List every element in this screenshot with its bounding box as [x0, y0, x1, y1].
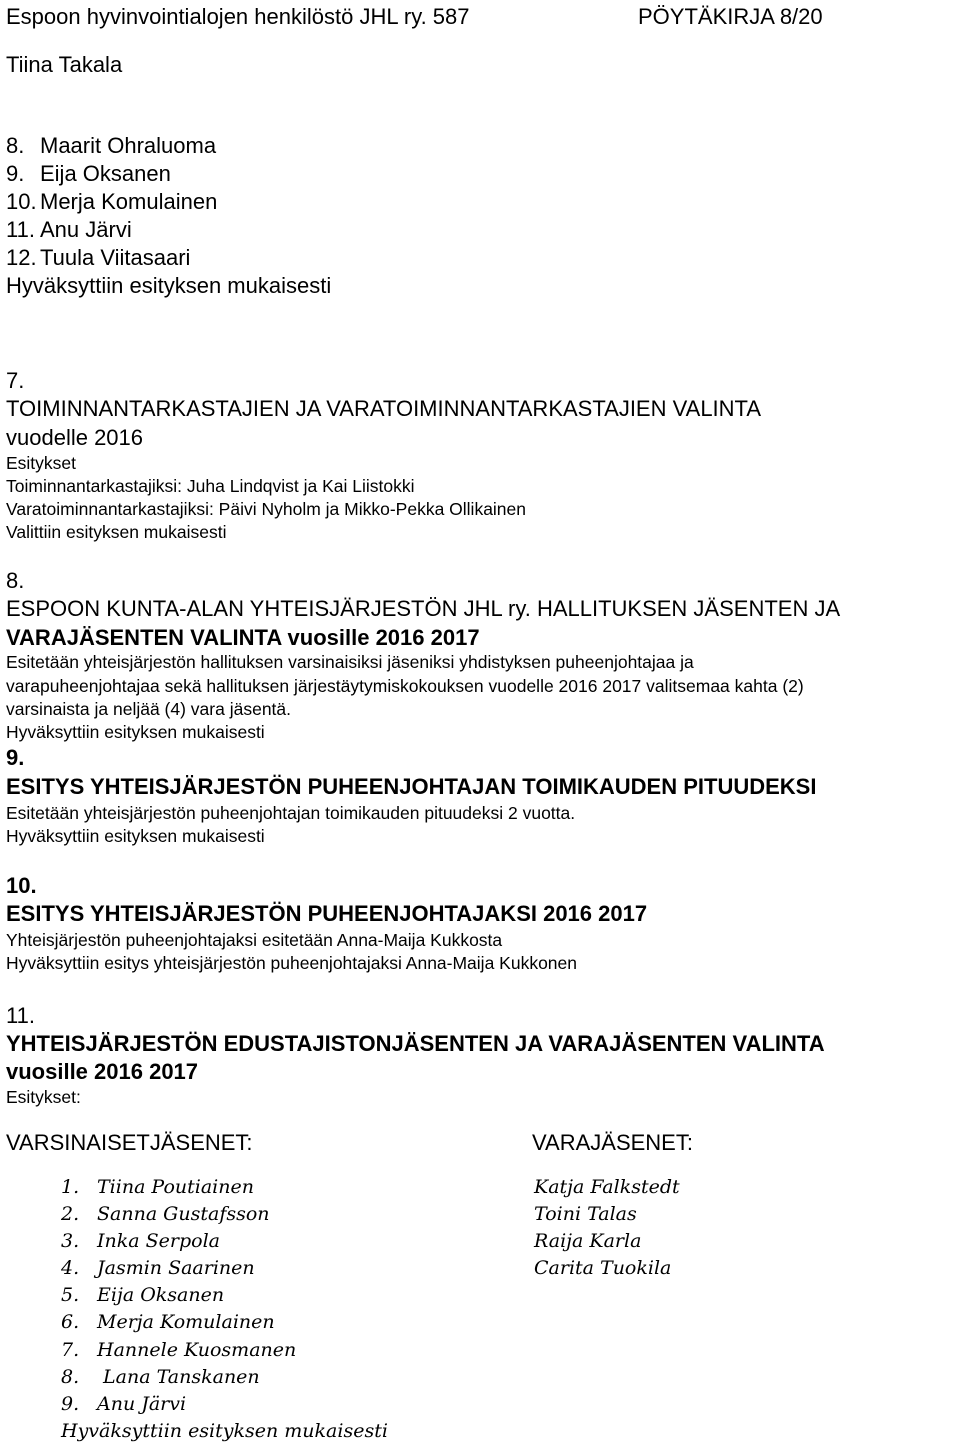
- section-8-number: 8.: [6, 568, 25, 593]
- section-10-title: ESITYS YHTEISJÄRJESTÖN PUHEENJOHTAJAKSI 2016 2017: [6, 901, 648, 926]
- approved-text: Hyväksyttiin esityksen mukaisesti: [6, 273, 332, 298]
- section-7-line: Varatoiminnantarkastajiksi: Päivi Nyholm ja Mikko-Pekka Ollikainen: [6, 499, 527, 519]
- member-item: 3. Inka Serpola: [61, 1230, 220, 1252]
- member-item: 7. Hannele Kuosmanen: [61, 1339, 297, 1361]
- section-9-title: ESITYS YHTEISJÄRJESTÖN PUHEENJOHTAJAN TOIMIKAUDEN PITUUDEKSI: [6, 774, 817, 799]
- list-item: 12. Tuula Viitasaari: [6, 245, 191, 270]
- list-item: 9. Eija Oksanen: [6, 161, 171, 186]
- section-10-line: Yhteisjärjestön puheenjohtajaksi esitetään Anna-Maija Kukkosta: [6, 930, 503, 950]
- deputy-item: Carita Tuokila: [534, 1257, 672, 1279]
- member-item: 9. Anu Järvi: [61, 1393, 187, 1415]
- list-item: 10. Merja Komulainen: [6, 189, 218, 214]
- deputy-item: Toini Talas: [534, 1203, 637, 1225]
- members-header: VARSINAISETJÄSENET:: [6, 1130, 253, 1155]
- section-7-number: 7.: [6, 368, 25, 393]
- section-11-title-cont: vuosille 2016 2017: [6, 1059, 199, 1084]
- section-8-title: ESPOON KUNTA-ALAN YHTEISJÄRJESTÖN JHL ry. HALLITUKSEN JÄSENTEN JA: [6, 596, 841, 621]
- section-8-line: Hyväksyttiin esityksen mukaisesti: [6, 722, 265, 742]
- section-7-title: TOIMINNANTARKASTAJIEN JA VARATOIMINNANTARKASTAJIEN VALINTA: [6, 396, 762, 421]
- section-9-number: 9.: [6, 745, 25, 770]
- member-item: 6. Merja Komulainen: [61, 1311, 275, 1333]
- section-9-line: Esitetään yhteisjärjestön puheenjohtajan toimikauden pituudeksi 2 vuotta.: [6, 803, 576, 823]
- section-11-line: Esitykset:: [6, 1087, 81, 1107]
- section-11-approved: Hyväksyttiin esityksen mukaisesti: [61, 1420, 388, 1442]
- deputy-item: Raija Karla: [534, 1230, 642, 1252]
- section-7-title-cont: vuodelle 2016: [6, 425, 144, 450]
- section-7-line: Esitykset: [6, 453, 77, 473]
- section-8-line: varapuheenjohtajaa sekä hallituksen järjestäytymiskokouksen vuodelle 2016 2017 valitsemaa kahta (2): [6, 676, 804, 696]
- deputies-header: VARAJÄSENET:: [532, 1130, 693, 1155]
- section-9-line: Hyväksyttiin esityksen mukaisesti: [6, 826, 265, 846]
- list-item: 8. Maarit Ohraluoma: [6, 133, 217, 158]
- section-8-title-cont: VARAJÄSENTEN VALINTA vuosille 2016 2017: [6, 625, 480, 650]
- header-org: Espoon hyvinvointialojen henkilöstö JHL ry. 587: [6, 4, 470, 29]
- deputy-item: Katja Falkstedt: [534, 1176, 680, 1198]
- section-11-title: YHTEISJÄRJESTÖN EDUSTAJISTONJÄSENTEN JA VARAJÄSENTEN VALINTA: [6, 1031, 825, 1056]
- member-item: 5. Eija Oksanen: [61, 1284, 225, 1306]
- section-8-line: varsinaista ja neljää (4) vara jäsentä.: [6, 699, 292, 719]
- top-name: Tiina Takala: [6, 52, 123, 77]
- section-11-number: 11.: [6, 1003, 35, 1028]
- section-7-line: Valittiin esityksen mukaisesti: [6, 522, 227, 542]
- member-item: 2. Sanna Gustafsson: [61, 1203, 270, 1225]
- section-10-number: 10.: [6, 873, 37, 898]
- member-item: 8. Lana Tanskanen: [61, 1366, 260, 1388]
- section-8-line: Esitetään yhteisjärjestön hallituksen varsinaisiksi jäseniksi yhdistyksen puheenjohtajaa ja: [6, 652, 694, 672]
- section-7-line: Toiminnantarkastajiksi: Juha Lindqvist ja Kai Liistokki: [6, 476, 415, 496]
- section-10-line: Hyväksyttiin esitys yhteisjärjestön puheenjohtajaksi Anna-Maija Kukkonen: [6, 953, 577, 973]
- member-item: 4. Jasmin Saarinen: [61, 1257, 255, 1279]
- list-item: 11. Anu Järvi: [6, 217, 132, 242]
- member-item: 1. Tiina Poutiainen: [61, 1176, 254, 1198]
- header-doc-id: PÖYTÄKIRJA 8/20: [638, 4, 823, 29]
